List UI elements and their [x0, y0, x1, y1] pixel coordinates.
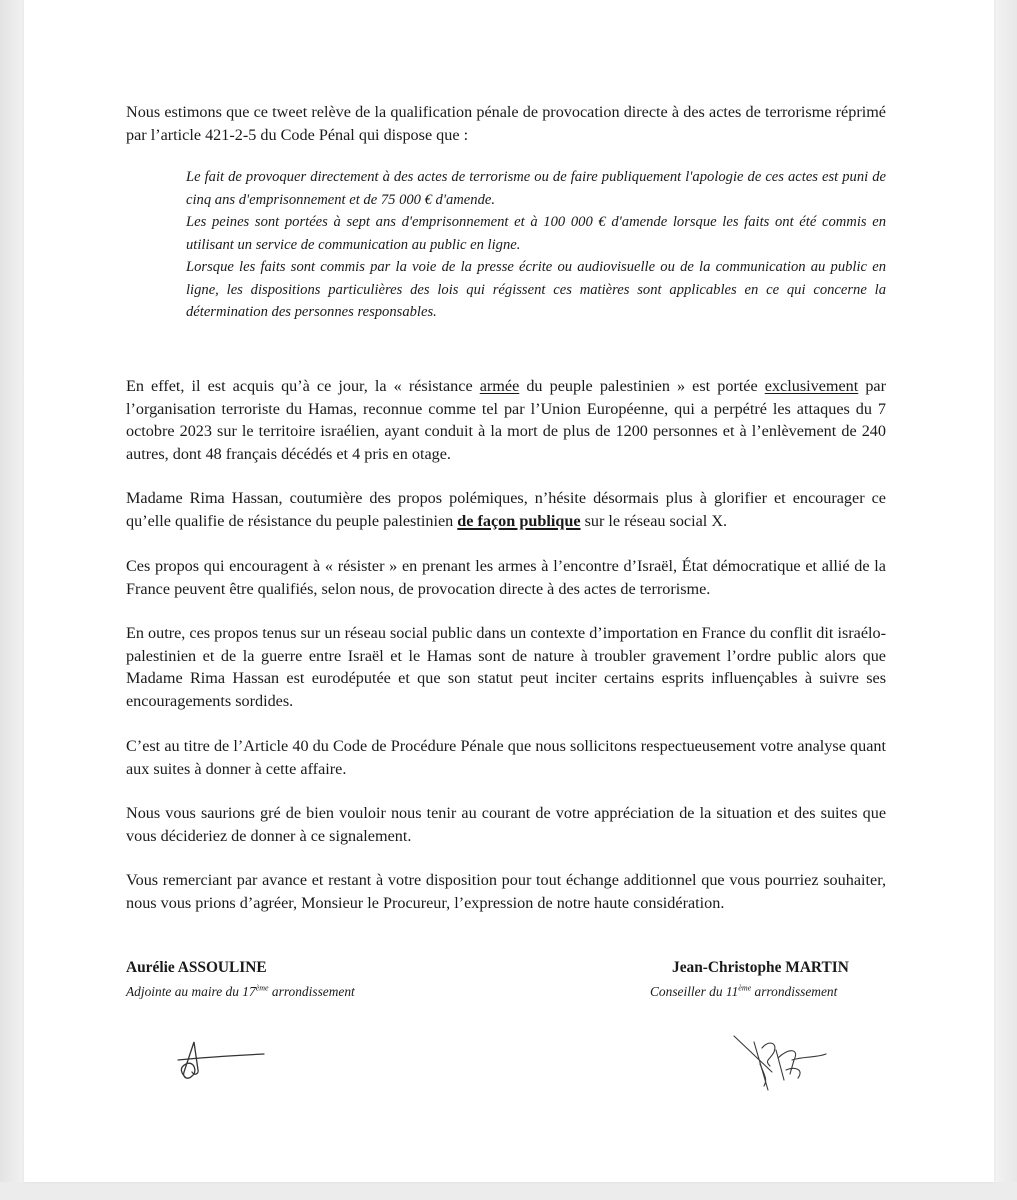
- signatory-left-title: Adjointe au maire du 17ème arrondissement: [126, 983, 355, 999]
- paragraph-remerciant: Vous remerciant par avance et restant à votre disposition pour tout échange additionnel que vous pourriez souhaiter, nous vous prions d’agréer, Monsieur le Procureur, l’expression de notre haute considération.: [126, 871, 886, 912]
- page-edge-left: [0, 0, 24, 1200]
- emphasis-de-facon-publique: de façon publique: [457, 511, 581, 530]
- underlined-exclusivement: exclusivement: [764, 377, 859, 395]
- quote-line-1: Le fait de provoquer directement à des actes de terrorisme ou de faire publiquement l'apologie de ces actes est puni de cinq ans d'emprisonnement et de 75 000 € d'amende.: [186, 169, 886, 208]
- signature-left: [164, 1030, 274, 1085]
- quote-line-3: Lorsque les faits sont commis par la voie de la presse écrite ou audiovisuelle ou de la communication au public en ligne, les dispositions particulières des lois qui régissent ces matières sont applicables en ce qui concerne la détermination des personnes responsables.: [186, 259, 886, 320]
- article-quote: [186, 166, 886, 324]
- signatory-left-name: Aurélie ASSOULINE: [126, 959, 267, 976]
- paragraph-article-40: C’est au titre de l’Article 40 du Code de Procédure Pénale que nous sollicitons respectueusement votre analyse quant aux suites à donner à cette affaire.: [126, 737, 886, 778]
- paragraph-en-effet: En effet, il est acquis qu’à ce jour, la « résistance armée du peuple palestinien » est portée exclusivement par l’organisation terroriste du Hamas, reconnue comme tel par l’Union Européenne, qui a perpétré les attaques du 7 octobre 2023 sur le territoire israélien, ayant conduit à la mort de plus de 1200 personnes et à l’enlèvement de 240 autres, dont 48 français décédés et 4 pris en otage.: [126, 377, 887, 463]
- quote-line-2: Les peines sont portées à sept ans d'emprisonnement et à 100 000 € d'amende lorsque les faits ont été commis en utilisant un service de communication au public en ligne.: [186, 214, 886, 253]
- signatory-right-name: Jean-Christophe MARTIN: [672, 959, 849, 976]
- paragraph-rima-hassan: Madame Rima Hassan, coutumière des propos polémiques, n’hésite désormais plus à glorifier et encourager ce qu’elle qualifie de résistance du peuple palestinien de façon publique sur le réseau social X.: [126, 489, 886, 530]
- page-edge-right: [994, 0, 1017, 1200]
- page-edge-bottom: [0, 1182, 1017, 1200]
- signature-right: [724, 1030, 834, 1095]
- paragraph-en-outre: En outre, ces propos tenus sur un réseau social public dans un contexte d’importation en France du conflit dit israélo-palestinien et de la guerre entre Israël et le Hamas sont de nature à troubler gravement l’ordre public alors que Madame Rima Hassan est eurodéputée et que son statut peut inciter certains esprits influençables à suivre ses encouragements sordides.: [126, 624, 886, 710]
- paragraph-gre: Nous vous saurions gré de bien vouloir nous tenir au courant de votre appréciation de la situation et des suites que vous décideriez de donner à ce signalement.: [126, 804, 886, 845]
- intro-paragraph: Nous estimons que ce tweet relève de la qualification pénale de provocation directe à des actes de terrorisme réprimé par l’article 421-2-5 du Code Pénal qui dispose que :: [126, 103, 886, 144]
- paragraph-ces-propos: Ces propos qui encouragent à « résister » en prenant les armes à l’encontre d’Israël, État démocratique et allié de la France peuvent être qualifiés, selon nous, de provocation directe à des actes de terrorisme.: [126, 557, 886, 598]
- signatory-right-title: Conseiller du 11ème arrondissement: [650, 983, 838, 999]
- underlined-armee: armée: [479, 377, 520, 395]
- letter-page: [24, 0, 994, 1182]
